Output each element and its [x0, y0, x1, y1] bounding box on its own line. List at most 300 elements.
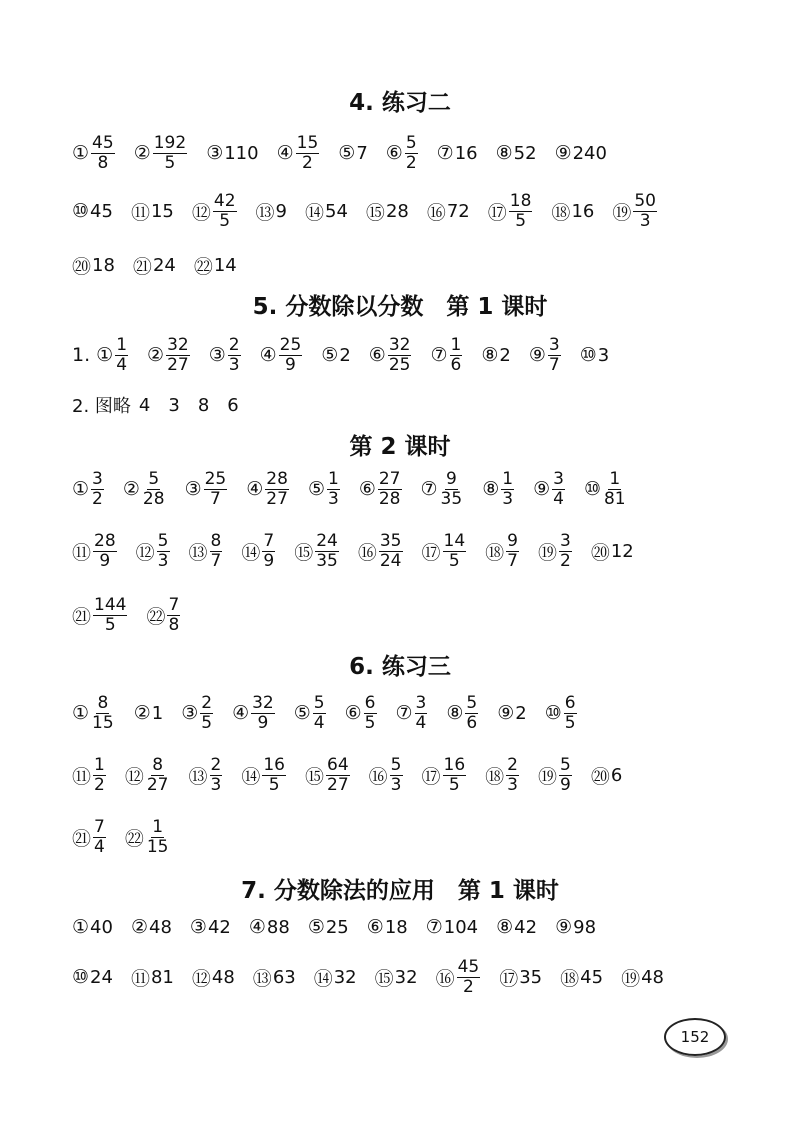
answer-value: 32 [394, 966, 418, 988]
answer-item [369, 756, 404, 795]
denominator: 2 [94, 774, 105, 795]
numerator: 5 [466, 692, 478, 713]
answer-value: 12 [610, 540, 634, 562]
answer-item [359, 470, 403, 509]
numerator: 25 [279, 334, 302, 355]
answer-item [488, 192, 534, 231]
answer-value: 3 [597, 344, 610, 366]
answer-value: 98 [573, 916, 597, 938]
fraction [442, 532, 468, 571]
numerator: 15 [296, 132, 319, 153]
item-label: ⑥ [385, 142, 403, 164]
numerator: 8 [152, 754, 164, 775]
answer-item [181, 694, 214, 733]
fraction [278, 336, 304, 375]
item-label: ④ [232, 702, 250, 724]
item-label: 1. ① [72, 344, 114, 366]
item-label: ⑫ [135, 541, 155, 564]
denominator: 27 [327, 774, 349, 795]
fraction [439, 470, 465, 509]
fraction [456, 958, 482, 997]
item-label: ㉒ [146, 605, 166, 628]
item-label: ⑯ [435, 967, 455, 990]
section-title: 7. 分数除法的应用 第 1 课时 [241, 878, 559, 904]
fraction [156, 532, 171, 571]
fraction [558, 532, 573, 571]
denominator: 3 [507, 774, 518, 795]
item-label: ⑥ [358, 478, 376, 500]
fraction [449, 336, 464, 375]
fraction [145, 756, 171, 795]
answer-item [367, 916, 408, 938]
item-label: ⑮ [305, 765, 325, 788]
fraction [92, 756, 107, 795]
fraction [209, 756, 224, 795]
answer-item [314, 964, 357, 991]
answer-item [189, 532, 224, 571]
denominator: 27 [266, 488, 288, 509]
fraction [209, 532, 224, 571]
item-label: ⑲ [621, 967, 641, 990]
item-label: ② [122, 478, 140, 500]
answer-item [131, 198, 174, 225]
answer-item [482, 470, 515, 509]
item-label: ③ [206, 142, 224, 164]
denominator: 28 [142, 488, 165, 509]
answer-item [369, 336, 413, 375]
numerator: 2 [201, 692, 213, 713]
item-label: ③ [208, 344, 226, 366]
denominator: 7 [507, 550, 518, 571]
answer-value: 3 [168, 394, 180, 416]
fraction [558, 756, 573, 795]
fraction [264, 470, 290, 509]
numerator: 9 [507, 530, 518, 551]
numerator: 6 [564, 692, 576, 713]
numerator: 3 [560, 530, 571, 551]
denominator: 6 [450, 354, 462, 375]
answer-item [136, 532, 171, 571]
answer-item [146, 596, 181, 635]
item-label: ⑥ [344, 702, 362, 724]
numerator: 5 [390, 754, 402, 775]
item-label: ⑬ [252, 967, 272, 990]
numerator: 7 [168, 594, 180, 615]
answer-item [246, 470, 290, 509]
item-label: ⑦ [420, 478, 438, 500]
numerator: 6 [364, 692, 376, 713]
item-label: ⑩ [583, 478, 601, 500]
answer-item [338, 142, 368, 164]
answer-value: 63 [272, 966, 296, 988]
answer-value: 1 [151, 702, 164, 724]
answer-row [72, 812, 189, 862]
answer-item [125, 818, 171, 857]
answer-value: 40 [90, 916, 113, 938]
answer-item [189, 756, 224, 795]
fraction [199, 694, 214, 733]
answer-row [72, 952, 682, 1002]
answer-item [358, 532, 404, 571]
numerator: 3 [415, 692, 427, 713]
item-label: ⑦ [430, 344, 448, 366]
fraction [212, 192, 238, 231]
denominator: 6 [466, 712, 478, 733]
denominator: 2 [405, 152, 417, 173]
fraction [551, 470, 566, 509]
answer-value: 32 [333, 966, 357, 988]
answer-item [437, 142, 478, 164]
section-title: 第 2 课时 [349, 434, 451, 460]
numerator: 3 [548, 334, 560, 355]
fraction [632, 192, 658, 231]
answer-value: 52 [513, 142, 537, 164]
numerator: 1 [152, 816, 164, 837]
numerator: 28 [94, 530, 116, 551]
numerator: 50 [634, 190, 656, 211]
answer-value: 35 [519, 966, 543, 988]
answer-item [125, 756, 171, 795]
numerator: 8 [97, 692, 109, 713]
denominator: 3 [639, 210, 651, 231]
denominator: 35 [440, 488, 463, 509]
answer-value: 2 [515, 702, 527, 724]
denominator: 3 [502, 488, 514, 509]
denominator: 81 [603, 488, 626, 509]
answer-row [72, 902, 614, 952]
answer-item [227, 395, 238, 416]
answer-item [308, 916, 349, 938]
answer-item [497, 702, 527, 724]
numerator: 144 [94, 594, 127, 615]
fraction [261, 532, 276, 571]
answer-value: 240 [572, 142, 607, 164]
answer-item [591, 538, 634, 565]
denominator: 4 [313, 712, 325, 733]
denominator: 5 [364, 712, 376, 733]
answer-item [72, 756, 107, 795]
denominator: 35 [316, 550, 338, 571]
item-label: ⑧ [481, 344, 499, 366]
item-label: ⑭ [241, 541, 261, 564]
answer-value: 15 [150, 200, 174, 222]
numerator: 45 [457, 956, 480, 977]
fraction [464, 694, 479, 733]
numerator: 192 [153, 132, 187, 153]
numerator: 1 [609, 468, 621, 489]
numerator: 3 [553, 468, 564, 489]
item-label: ② [147, 344, 165, 366]
answer-item [305, 198, 348, 225]
answer-item [123, 470, 167, 509]
denominator: 3 [390, 774, 402, 795]
item-label: ⑲ [538, 541, 558, 564]
item-label: ⑩ [72, 200, 90, 222]
denominator: 3 [228, 354, 240, 375]
item-label: ③ [189, 916, 207, 938]
numerator: 24 [316, 530, 338, 551]
item-label: ⑮ [365, 201, 385, 224]
numerator: 14 [443, 530, 466, 551]
item-label: ⑪ [72, 541, 92, 564]
denominator: 5 [448, 774, 460, 795]
answer-item [584, 470, 628, 509]
fraction [387, 336, 413, 375]
denominator: 5 [515, 210, 527, 231]
answer-item [481, 344, 511, 366]
numerator: 3 [92, 468, 103, 489]
answer-item [496, 916, 537, 938]
answer-item [294, 532, 340, 571]
answer-item [427, 198, 470, 225]
item-label: ③ [184, 478, 202, 500]
numerator: 27 [378, 468, 401, 489]
numerator: 1 [94, 754, 105, 775]
answer-value: 110 [224, 142, 259, 164]
answer-item [560, 964, 603, 991]
denominator: 7 [210, 488, 221, 509]
item-label: ④ [259, 344, 277, 366]
denominator: 9 [285, 354, 296, 375]
numerator: 1 [450, 334, 462, 355]
answer-row [72, 240, 255, 290]
item-label: ② [130, 916, 148, 938]
answer-value: 2 [339, 344, 351, 366]
item-label: ⑨ [533, 478, 551, 500]
denominator: 9 [560, 774, 571, 795]
answer-item [72, 470, 105, 509]
denominator: 4 [415, 712, 427, 733]
answer-item [446, 694, 479, 733]
numerator: 16 [263, 754, 285, 775]
answer-item [209, 336, 242, 375]
item-label: ⑰ [421, 765, 441, 788]
item-label: ⑫ [191, 967, 211, 990]
answer-item [426, 916, 478, 938]
item-label: ⑲ [612, 201, 632, 224]
denominator: 4 [116, 354, 128, 375]
numerator: 5 [148, 468, 160, 489]
answer-value: 48 [641, 966, 664, 988]
answer-item [485, 532, 520, 571]
fraction [602, 470, 628, 509]
denominator: 9 [99, 550, 111, 571]
item-label: ④ [276, 142, 294, 164]
answer-row [72, 464, 646, 514]
answer-value: 7 [356, 142, 368, 164]
denominator: 5 [448, 550, 460, 571]
numerator: 35 [379, 530, 402, 551]
numerator: 5 [157, 530, 169, 551]
denominator: 9 [257, 712, 269, 733]
item-label: ⑪ [130, 201, 150, 224]
fraction [325, 756, 351, 795]
denominator: 8 [97, 152, 109, 173]
answer-value: 14 [213, 254, 237, 276]
numerator: 32 [252, 692, 274, 713]
item-label: ④ [246, 478, 264, 500]
answer-value: 81 [150, 966, 174, 988]
answer-item [529, 336, 562, 375]
answer-item [422, 756, 468, 795]
item-label: ② [133, 142, 151, 164]
answer-value: 104 [443, 916, 479, 938]
item-label: 2. 图略 [72, 396, 131, 417]
denominator: 15 [146, 836, 169, 857]
page-number-badge [664, 1018, 726, 1056]
answer-item [72, 392, 150, 418]
denominator: 27 [167, 354, 189, 375]
item-label: ① [72, 702, 90, 724]
item-label: ⑦ [425, 916, 443, 938]
item-label: ⑨ [554, 142, 572, 164]
denominator: 5 [104, 614, 116, 635]
item-label: ⑧ [495, 142, 513, 164]
fraction [141, 470, 167, 509]
item-label: ⑪ [72, 765, 92, 788]
answer-row [72, 526, 652, 576]
item-label: ⑥ [366, 916, 384, 938]
answer-item [72, 694, 116, 733]
numerator: 32 [167, 334, 189, 355]
answer-row [72, 750, 640, 800]
answer-item [131, 916, 172, 938]
denominator: 5 [164, 152, 176, 173]
answer-row [72, 128, 625, 178]
answer-item [260, 336, 304, 375]
item-label: ⑤ [321, 344, 339, 366]
item-label: ⑮ [294, 541, 314, 564]
answer-item [72, 596, 128, 635]
fraction [90, 470, 105, 509]
item-label: ⑩ [579, 344, 597, 366]
answer-item [194, 252, 237, 279]
answer-value: 88 [266, 916, 290, 938]
item-label: ⑮ [374, 967, 394, 990]
fraction [145, 818, 171, 857]
fraction [261, 756, 287, 795]
fraction [442, 756, 468, 795]
answer-row [72, 590, 199, 640]
section-title: 4. 练习二 [349, 90, 451, 116]
item-label: ⑱ [485, 541, 505, 564]
item-label: ⑤ [338, 142, 356, 164]
item-label: ④ [248, 916, 266, 938]
fraction [92, 596, 128, 635]
fraction [152, 134, 188, 173]
answer-item [580, 344, 610, 366]
answer-item [72, 336, 129, 375]
answer-value: 8 [197, 394, 210, 416]
numerator: 7 [263, 530, 275, 551]
item-label: ⑰ [487, 201, 507, 224]
fraction [505, 756, 520, 795]
item-label: ⑱ [551, 201, 571, 224]
item-label: ⑦ [436, 142, 454, 164]
answer-value: 28 [385, 200, 409, 222]
denominator: 15 [92, 712, 114, 733]
fraction [203, 470, 229, 509]
answer-item [533, 470, 566, 509]
answer-item [131, 964, 174, 991]
answer-item [538, 756, 573, 795]
answer-value: 48 [211, 966, 235, 988]
answer-item [206, 142, 258, 164]
item-label: ㉒ [193, 255, 213, 278]
item-label: ⑨ [497, 702, 515, 724]
answer-item [241, 532, 276, 571]
answer-row [72, 186, 676, 236]
item-label: ⑳ [72, 255, 92, 278]
item-label: ⑯ [426, 201, 446, 224]
item-label: ⑨ [528, 344, 546, 366]
answer-item [321, 344, 351, 366]
item-label: ⑭ [305, 201, 325, 224]
item-label: ① [72, 478, 90, 500]
numerator: 7 [94, 816, 105, 837]
denominator: 9 [263, 550, 275, 571]
item-label: ③ [181, 702, 199, 724]
answer-value: 45 [90, 200, 113, 222]
item-label: ㉑ [72, 827, 92, 850]
answer-item [551, 198, 594, 225]
fraction [389, 756, 404, 795]
answer-value: 18 [92, 254, 115, 276]
item-label: ⑰ [499, 967, 519, 990]
item-label: ⑧ [496, 916, 514, 938]
item-label: ⑬ [188, 765, 208, 788]
fraction [326, 470, 341, 509]
answer-item [305, 756, 351, 795]
answer-item [422, 532, 468, 571]
answer-item [538, 532, 573, 571]
item-label: ⑧ [446, 702, 464, 724]
item-label: ⑫ [191, 201, 211, 224]
answer-item [72, 252, 115, 279]
answer-value: 48 [149, 916, 172, 938]
numerator: 25 [204, 468, 227, 489]
fraction [500, 470, 515, 509]
item-label: ⑤ [307, 478, 325, 500]
denominator: 3 [327, 488, 339, 509]
item-label: ⑭ [241, 765, 261, 788]
section-title: 5. 分数除以分数 第 1 课时 [252, 294, 548, 320]
answer-item [621, 964, 664, 991]
item-label: ⑱ [485, 765, 505, 788]
numerator: 18 [509, 190, 532, 211]
numerator: 5 [560, 754, 571, 775]
answer-item [190, 916, 231, 938]
denominator: 8 [168, 614, 180, 635]
denominator: 28 [378, 488, 401, 509]
answer-value: 4 [138, 394, 151, 416]
item-label: ⑲ [538, 765, 558, 788]
fraction [378, 532, 404, 571]
answer-value: 6 [610, 764, 623, 786]
denominator: 25 [388, 354, 411, 375]
denominator: 5 [219, 210, 231, 231]
numerator: 16 [443, 754, 466, 775]
numerator: 42 [213, 190, 236, 211]
answer-item [386, 134, 419, 173]
answer-item [192, 192, 238, 231]
answer-item [366, 198, 409, 225]
fraction [547, 336, 562, 375]
answer-item [485, 756, 520, 795]
item-label: ⑭ [313, 967, 333, 990]
numerator: 5 [313, 692, 325, 713]
answer-item [256, 198, 287, 225]
